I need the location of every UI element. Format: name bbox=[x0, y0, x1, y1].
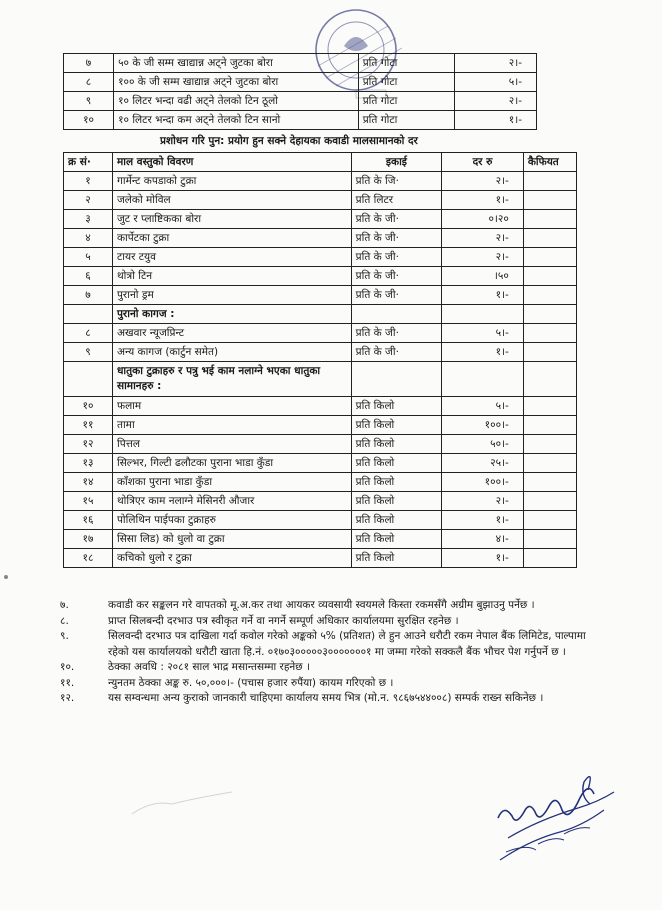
remarks-cell bbox=[523, 267, 576, 286]
serial-cell: ७ bbox=[64, 54, 114, 73]
rate-cell: २।- bbox=[442, 229, 524, 248]
unit-cell: प्रति किलो bbox=[351, 511, 442, 530]
table-row bbox=[64, 92, 537, 111]
item-cell: अन्य कागज (कार्टुन समेत) bbox=[112, 343, 351, 362]
serial-cell: १४ bbox=[64, 473, 113, 492]
scrap-rate-table bbox=[63, 152, 577, 568]
table-row bbox=[64, 324, 577, 343]
rate-cell: ५।- bbox=[442, 324, 524, 343]
serial-cell: ५ bbox=[64, 248, 113, 267]
table-row bbox=[64, 416, 577, 435]
rate-cell: १००।- bbox=[442, 416, 524, 435]
table-row bbox=[64, 267, 577, 286]
rate-cell: ०।२० bbox=[442, 210, 524, 229]
unit-cell bbox=[351, 305, 442, 324]
unit-cell: प्रति गोटा bbox=[358, 73, 454, 92]
rate-cell: ४।- bbox=[442, 530, 524, 549]
item-cell: टायर टयुव bbox=[112, 248, 351, 267]
remarks-cell bbox=[523, 397, 576, 416]
condition-text: सिलवन्दी दरभाउ पत्र दाखिला गर्दा कवोल गरेको अङ्कको ५% (प्रतिशत) ले हुन आउने धरौटी रकम नेपाल बैंक लिमिटेड, पाल्पामा रहेको यस कार्यालयको धरौटी खाता हि.नं. ०१७०३०००००३०००००००१ मा जम्मा गरेको सक्कलै बैंक भौचर पेश गर्नुपर्ने छ । bbox=[108, 630, 586, 658]
rate-cell: २।- bbox=[454, 54, 536, 73]
rate-cell: ५।- bbox=[442, 397, 524, 416]
rate-cell: २।- bbox=[442, 248, 524, 267]
item-cell: तामा bbox=[112, 416, 351, 435]
remarks-cell bbox=[523, 229, 576, 248]
remarks-cell bbox=[523, 210, 576, 229]
item-cell: सिल्भर, गिल्टी ढलौटका पुराना भाडा कुँडा bbox=[112, 454, 351, 473]
item-cell: १० लिटर भन्दा वढी अट्ने तेलको टिन ठूलो bbox=[114, 92, 359, 111]
serial-cell: ८ bbox=[64, 73, 114, 92]
unit-cell: प्रति के जी· bbox=[351, 267, 442, 286]
unit-cell: प्रति किलो bbox=[351, 397, 442, 416]
table-caption: प्रशोधन गरि पुन: प्रयोग हुन सक्ने देहायका कवाडी मालसामानको दर bbox=[160, 135, 418, 147]
table-row bbox=[64, 54, 537, 73]
table-row bbox=[64, 172, 577, 191]
condition-text: ठेक्का अवधि : २०८१ साल भाद्र मसान्तसम्मा रहनेछ । bbox=[108, 661, 310, 673]
condition-text: न्युनतम ठेक्का अङ्क रु. ५०,०००।- (पचास हजार रुपैंया) कायम गरिएको छ । bbox=[108, 676, 394, 689]
item-cell: थोत्रो टिन bbox=[112, 267, 351, 286]
rate-cell: २।- bbox=[454, 92, 536, 111]
condition-item bbox=[60, 660, 600, 676]
table-row bbox=[64, 286, 577, 305]
condition-text: कवाडी कर सङ्कलन गरे वापतको मू.अ.कर तथा आयकर व्यवसायी स्वयमले किस्ता रकमसँगै अग्रीम बुझाउनु पर्नेछ । bbox=[108, 599, 535, 611]
remarks-cell bbox=[523, 511, 576, 530]
condition-text: यस सम्वन्धमा अन्य कुराको जानकारी चाहिएमा कार्यालय समय भित्र (मो.न. ९८६७५४४००८) सम्पर्क राख्न सकिनेछ । bbox=[108, 692, 544, 704]
item-cell: कार्पेटका टुक्रा bbox=[112, 229, 351, 248]
header-rate: दर रु bbox=[442, 153, 524, 172]
serial-cell: १७ bbox=[64, 530, 113, 549]
unit-cell: प्रति के जी· bbox=[351, 343, 442, 362]
remarks-cell bbox=[523, 362, 576, 397]
item-cell: पित्तल bbox=[112, 435, 351, 454]
unit-cell: प्रति किलो bbox=[351, 492, 442, 511]
unit-cell: प्रति गोटा bbox=[358, 92, 454, 111]
unit-cell: प्रति किलो bbox=[351, 473, 442, 492]
remarks-cell bbox=[523, 473, 576, 492]
table-header-row bbox=[64, 153, 577, 172]
condition-number: १२. bbox=[60, 692, 75, 704]
item-cell: गार्मेन्ट कपडाको टुक्रा bbox=[112, 172, 351, 191]
condition-number: ८. bbox=[60, 614, 69, 627]
condition-number: ११. bbox=[60, 676, 75, 689]
serial-cell: ४ bbox=[64, 229, 113, 248]
header-unit: इकाई bbox=[351, 153, 442, 172]
item-cell: १० लिटर भन्दा कम अट्ने तेलको टिन सानो bbox=[114, 111, 359, 130]
remarks-cell bbox=[523, 549, 576, 568]
serial-cell bbox=[64, 362, 113, 397]
item-cell: अखवार न्यूजप्रिन्ट bbox=[112, 324, 351, 343]
header-remarks: कैफियत bbox=[523, 153, 576, 172]
rate-cell: १।- bbox=[442, 286, 524, 305]
remarks-cell bbox=[523, 286, 576, 305]
rate-cell: १।- bbox=[442, 511, 524, 530]
condition-number: ७. bbox=[60, 599, 69, 611]
serial-cell: १० bbox=[64, 111, 114, 130]
item-cell: पुरानो कागज : bbox=[112, 305, 351, 324]
unit-cell: प्रति के जी· bbox=[351, 248, 442, 267]
item-cell: ५० के जी सम्म खाद्यान्न अट्ने जुटका बोरा bbox=[114, 54, 359, 73]
serial-cell: ३ bbox=[64, 210, 113, 229]
remarks-cell bbox=[523, 492, 576, 511]
serial-cell: १५ bbox=[64, 492, 113, 511]
unit-cell: प्रति के जी· bbox=[351, 229, 442, 248]
remarks-cell bbox=[523, 435, 576, 454]
unit-cell: प्रति किलो bbox=[351, 416, 442, 435]
rate-cell: २।- bbox=[442, 172, 524, 191]
rate-cell: २।- bbox=[442, 492, 524, 511]
officer-signature bbox=[478, 760, 628, 875]
remarks-cell bbox=[523, 416, 576, 435]
item-cell: पुरानो ड्रम bbox=[112, 286, 351, 305]
serial-cell: १० bbox=[64, 397, 113, 416]
rate-cell: ५०।- bbox=[442, 435, 524, 454]
table-row bbox=[64, 111, 537, 130]
condition-item bbox=[60, 691, 600, 707]
unit-cell: प्रति किलो bbox=[351, 530, 442, 549]
table-row bbox=[64, 435, 577, 454]
section-heading-row bbox=[64, 362, 577, 397]
rate-cell bbox=[442, 362, 524, 397]
serial-cell: १८ bbox=[64, 549, 113, 568]
condition-text: प्राप्त सिलबन्दी दरभाउ पत्र स्वीकृत गर्ने वा नगर्ने सम्पूर्ण अधिकार कार्यालयमा सुरक्षित रहनेछ । bbox=[108, 614, 459, 627]
item-cell: काँशका पुराना भाडा कुँडा bbox=[112, 473, 351, 492]
item-cell: सिसा लिड) को धुलो वा टुक्रा bbox=[112, 530, 351, 549]
item-cell: थोत्रिएर काम नलाग्ने मेसिनरी औजार bbox=[112, 492, 351, 511]
table-row bbox=[64, 210, 577, 229]
remarks-cell bbox=[523, 454, 576, 473]
serial-cell: ११ bbox=[64, 416, 113, 435]
table-row bbox=[64, 511, 577, 530]
table-row bbox=[64, 492, 577, 511]
table-row bbox=[64, 229, 577, 248]
item-cell: १०० के जी सम्म खाद्यान्न अट्ने जुटका बोरा bbox=[114, 73, 359, 92]
conditions-list bbox=[60, 598, 600, 707]
rate-cell: १।- bbox=[442, 343, 524, 362]
rate-cell: २५।- bbox=[442, 454, 524, 473]
rate-cell: १।- bbox=[442, 549, 524, 568]
table-row bbox=[64, 454, 577, 473]
header-serial: क्र सं· bbox=[64, 153, 113, 172]
condition-number: ९. bbox=[60, 630, 69, 642]
serial-cell: ७ bbox=[64, 286, 113, 305]
unit-cell: प्रति किलो bbox=[351, 549, 442, 568]
item-cell: पोलिथिन पाईपका टुक्राहरु bbox=[112, 511, 351, 530]
table-row bbox=[64, 549, 577, 568]
item-cell: जलेको मोविल bbox=[112, 191, 351, 210]
unit-cell: प्रति के जी· bbox=[351, 286, 442, 305]
unit-cell: प्रति गोटा bbox=[358, 54, 454, 73]
unit-cell: प्रति किलो bbox=[351, 454, 442, 473]
rate-cell: १।- bbox=[454, 111, 536, 130]
rate-cell: १००।- bbox=[442, 473, 524, 492]
condition-item bbox=[60, 629, 600, 660]
serial-cell: १६ bbox=[64, 511, 113, 530]
unit-cell: प्रति गोटा bbox=[358, 111, 454, 130]
remarks-cell bbox=[523, 172, 576, 191]
rate-cell bbox=[442, 305, 524, 324]
continuation-table bbox=[63, 53, 537, 130]
condition-item bbox=[60, 676, 600, 692]
item-cell: धातुका टुक्राहरु र पत्रु भई काम नलाग्ने भएका धातुका सामानहरु : bbox=[112, 362, 351, 397]
item-cell: फलाम bbox=[112, 397, 351, 416]
serial-cell: ९ bbox=[64, 92, 114, 111]
unit-cell: प्रति लिटर bbox=[351, 191, 442, 210]
section-heading-row bbox=[64, 305, 577, 324]
serial-cell: १ bbox=[64, 172, 113, 191]
rate-cell: ५।- bbox=[454, 73, 536, 92]
condition-item bbox=[60, 598, 600, 614]
faint-ink-mark bbox=[128, 784, 238, 824]
serial-cell: ६ bbox=[64, 267, 113, 286]
unit-cell: प्रति के जि· bbox=[351, 172, 442, 191]
remarks-cell bbox=[523, 343, 576, 362]
table-row bbox=[64, 473, 577, 492]
table-row bbox=[64, 248, 577, 267]
serial-cell: १२ bbox=[64, 435, 113, 454]
unit-cell: प्रति किलो bbox=[351, 435, 442, 454]
remarks-cell bbox=[523, 324, 576, 343]
header-item: माल वस्तुको विवरण bbox=[112, 153, 351, 172]
item-cell: कचिको धुलो र टुक्रा bbox=[112, 549, 351, 568]
remarks-cell bbox=[523, 248, 576, 267]
margin-mark bbox=[4, 575, 8, 579]
condition-number: १०. bbox=[60, 661, 75, 673]
remarks-cell bbox=[523, 191, 576, 210]
table-row bbox=[64, 191, 577, 210]
serial-cell: ९ bbox=[64, 343, 113, 362]
table-row bbox=[64, 530, 577, 549]
rate-cell: ।५० bbox=[442, 267, 524, 286]
rate-cell: १।- bbox=[442, 191, 524, 210]
table-row bbox=[64, 73, 537, 92]
serial-cell bbox=[64, 305, 113, 324]
serial-cell: २ bbox=[64, 191, 113, 210]
unit-cell bbox=[351, 362, 442, 397]
remarks-cell bbox=[523, 530, 576, 549]
item-cell: जुट र प्लाष्टिकका बोरा bbox=[112, 210, 351, 229]
table-row bbox=[64, 397, 577, 416]
remarks-cell bbox=[523, 305, 576, 324]
serial-cell: १३ bbox=[64, 454, 113, 473]
condition-item bbox=[60, 614, 600, 630]
unit-cell: प्रति के जी· bbox=[351, 210, 442, 229]
table-row bbox=[64, 343, 577, 362]
serial-cell: ८ bbox=[64, 324, 113, 343]
unit-cell: प्रति के जी· bbox=[351, 324, 442, 343]
